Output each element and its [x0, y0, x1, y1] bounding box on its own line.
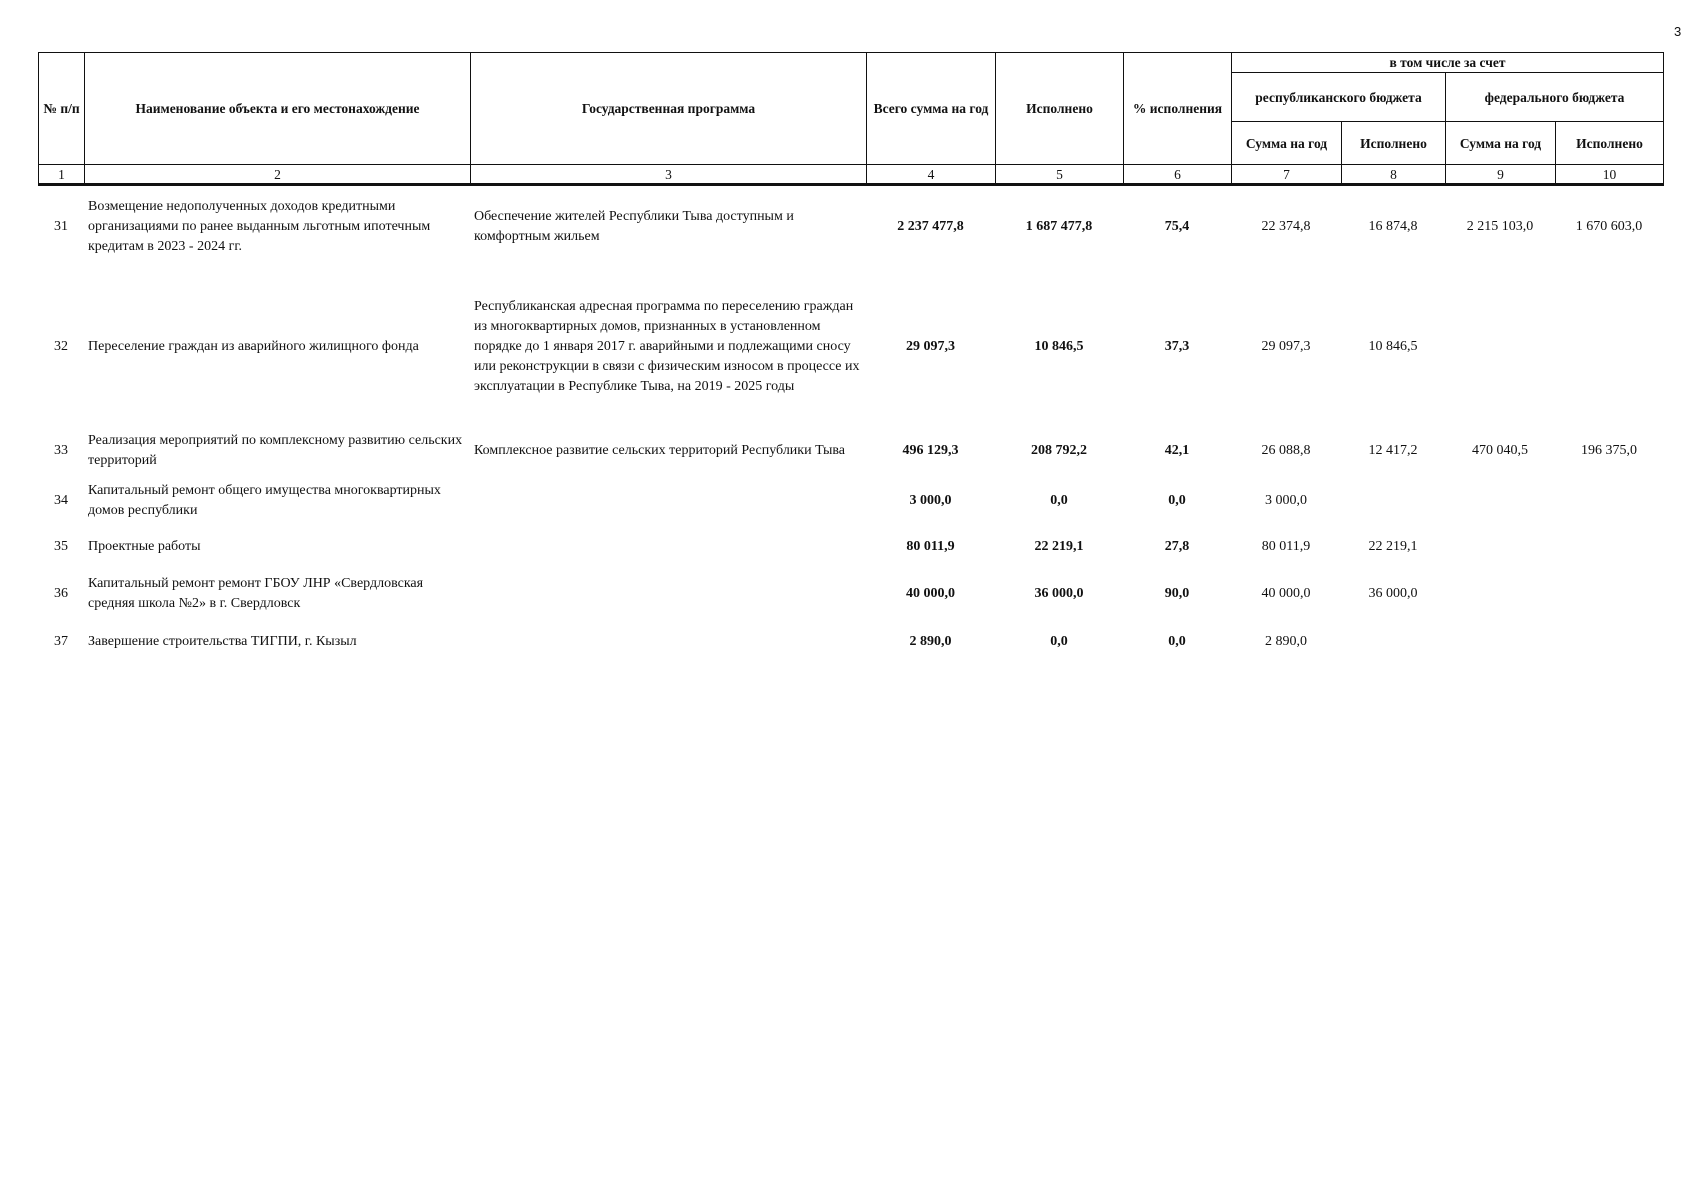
federal-done — [1555, 268, 1663, 426]
header-name: Наименование объекта и его местонахождение — [85, 53, 471, 165]
row-number: 36 — [54, 586, 68, 601]
execution-percent: 0,0 — [1168, 493, 1186, 508]
total-sum: 2 237 477,8 — [897, 219, 964, 234]
total-sum: 2 890,0 — [909, 634, 952, 649]
republic-done — [1341, 620, 1445, 664]
row-number: 33 — [54, 443, 68, 458]
federal-done — [1555, 526, 1663, 568]
execution-percent: 90,0 — [1164, 586, 1190, 601]
program-name: Комплексное развитие сельских территорий Республики Тыва — [474, 443, 845, 458]
total-sum: 40 000,0 — [906, 586, 955, 601]
execution-percent: 27,8 — [1164, 539, 1190, 554]
total-done: 22 219,1 — [1034, 539, 1084, 554]
federal-sum: 2 215 103,0 — [1466, 219, 1534, 234]
total-done: 1 687 477,8 — [1025, 219, 1093, 234]
federal-done: 196 375,0 — [1581, 443, 1637, 458]
row-number: 34 — [54, 493, 68, 508]
republic-done: 22 219,1 — [1368, 539, 1418, 554]
col-number: 9 — [1446, 165, 1556, 185]
row-number: 35 — [54, 539, 68, 554]
col-number: 1 — [39, 165, 85, 185]
object-name: Переселение граждан из аварийного жилищного фонда — [88, 339, 419, 354]
table-header — [38, 52, 1664, 186]
object-name: Реализация мероприятий по комплексному развитию сельских территорий — [88, 433, 463, 468]
federal-sum — [1445, 620, 1555, 664]
header-program: Государственная программа — [471, 53, 867, 165]
federal-done: 1 670 603,0 — [1575, 219, 1643, 234]
table-body — [38, 186, 1663, 664]
table-row — [38, 620, 1663, 664]
table-row — [38, 186, 1663, 268]
header-total: Всего сумма на год — [867, 53, 996, 165]
republic-done: 10 846,5 — [1368, 339, 1418, 354]
execution-percent: 75,4 — [1164, 219, 1190, 234]
total-sum: 29 097,3 — [906, 339, 955, 354]
header-fed-sum: Сумма на год — [1446, 122, 1556, 165]
table-row — [38, 268, 1663, 426]
program-name: Республиканская адресная программа по переселению граждан из многоквартирных домов, признанных в установленном порядке до 1 января 2017 г. аварийными и подлежащими сносу или реконструкции в связи с физическим износом в процессе их эксплуатации в Республике Тыва, на 2019 - 2025 годы — [474, 299, 860, 394]
total-done: 0,0 — [1050, 634, 1068, 649]
header-fed-done: Исполнено — [1556, 122, 1664, 165]
republic-sum: 2 890,0 — [1265, 634, 1307, 649]
federal-sum — [1445, 268, 1555, 426]
row-number: 37 — [54, 634, 68, 649]
col-number: 4 — [867, 165, 996, 185]
program-name — [470, 568, 866, 620]
federal-sum — [1445, 568, 1555, 620]
federal-sum — [1445, 526, 1555, 568]
object-name: Капитальный ремонт общего имущества многоквартирных домов республики — [88, 483, 441, 518]
execution-percent: 37,3 — [1164, 339, 1190, 354]
republic-sum: 80 011,9 — [1261, 539, 1311, 554]
col-number: 5 — [996, 165, 1124, 185]
program-name — [470, 526, 866, 568]
total-done: 0,0 — [1050, 493, 1068, 508]
row-number: 31 — [54, 219, 68, 234]
execution-percent: 42,1 — [1164, 443, 1190, 458]
object-name: Завершение строительства ТИГПИ, г. Кызыл — [88, 634, 357, 649]
total-sum: 3 000,0 — [909, 493, 952, 508]
federal-done — [1555, 476, 1663, 526]
table-row — [38, 526, 1663, 568]
program-name — [470, 476, 866, 526]
table-row — [38, 568, 1663, 620]
header-percent: % исполнения — [1124, 53, 1232, 165]
federal-sum: 470 040,5 — [1472, 443, 1528, 458]
federal-done — [1555, 620, 1663, 664]
header-republic-budget: республиканского бюджета — [1232, 73, 1446, 122]
republic-sum: 26 088,8 — [1261, 443, 1311, 458]
header-federal-budget: федерального бюджета — [1446, 73, 1664, 122]
republic-done: 36 000,0 — [1368, 586, 1418, 601]
header-num: № п/п — [39, 53, 85, 165]
col-number: 6 — [1124, 165, 1232, 185]
republic-sum: 3 000,0 — [1265, 493, 1307, 508]
table-row — [38, 476, 1663, 526]
row-number: 32 — [54, 339, 68, 354]
col-number: 7 — [1232, 165, 1342, 185]
budget-table — [38, 52, 1663, 664]
col-number: 2 — [85, 165, 471, 185]
republic-sum: 29 097,3 — [1261, 339, 1311, 354]
header-done: Исполнено — [996, 53, 1124, 165]
col-number: 3 — [471, 165, 867, 185]
header-rep-done: Исполнено — [1342, 122, 1446, 165]
program-name — [470, 620, 866, 664]
program-name: Обеспечение жителей Республики Тыва доступным и комфортным жильем — [474, 209, 794, 244]
table-row — [38, 426, 1663, 476]
object-name: Капитальный ремонт ремонт ГБОУ ЛНР «Свердловская средняя школа №2» в г. Свердловск — [88, 576, 424, 611]
republic-sum: 40 000,0 — [1261, 586, 1311, 601]
federal-sum — [1445, 476, 1555, 526]
republic-done — [1341, 476, 1445, 526]
federal-done — [1555, 568, 1663, 620]
execution-percent: 0,0 — [1168, 634, 1186, 649]
col-number: 10 — [1556, 165, 1664, 185]
total-done: 208 792,2 — [1031, 443, 1087, 458]
page-number: 3 — [1674, 24, 1682, 39]
total-done: 10 846,5 — [1034, 339, 1084, 354]
col-number: 8 — [1342, 165, 1446, 185]
total-sum: 496 129,3 — [902, 443, 959, 458]
republic-sum: 22 374,8 — [1261, 219, 1311, 234]
object-name: Проектные работы — [88, 539, 201, 554]
header-rep-sum: Сумма на год — [1232, 122, 1342, 165]
total-sum: 80 011,9 — [906, 539, 955, 554]
object-name: Возмещение недополученных доходов кредитными организациями по ранее выданным льготным ипотечным кредитам в 2023 - 2024 гг. — [88, 199, 431, 254]
republic-done: 12 417,2 — [1368, 443, 1418, 458]
total-done: 36 000,0 — [1034, 586, 1084, 601]
header-including: в том числе за счет — [1232, 53, 1664, 73]
republic-done: 16 874,8 — [1368, 219, 1418, 234]
